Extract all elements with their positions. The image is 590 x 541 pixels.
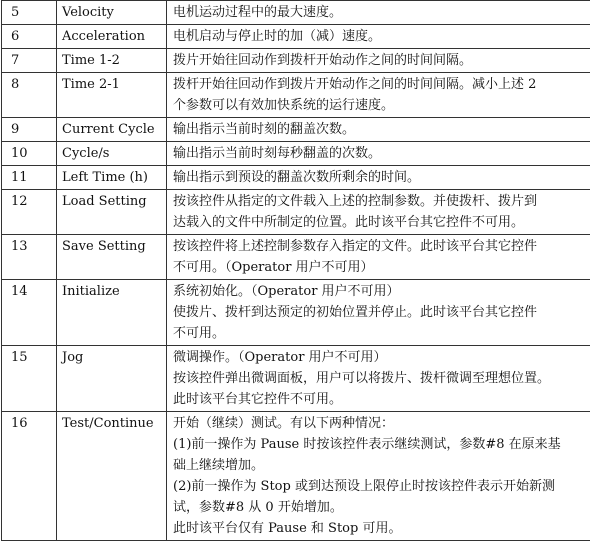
description-line: (1)前一操作为 Pause 时按该控件表示继续测试，参数#8 在原来基 — [173, 434, 586, 455]
description-line: 拨片开始往回动作到拨杆开始动作之间的时间间隔。 — [173, 50, 586, 71]
description-line: 不可用。 — [173, 323, 586, 344]
parameter-name: Cycle/s — [57, 142, 167, 166]
parameter-description — [167, 73, 590, 118]
parameter-description — [167, 235, 590, 280]
parameter-description — [167, 166, 590, 190]
description-line: 此时该平台其它控件不可用。 — [173, 389, 586, 410]
row-number: 6 — [2, 25, 57, 49]
parameter-name: Left Time (h) — [57, 166, 167, 190]
description-line: 按该控件将上述控制参数存入指定的文件。此时该平台其它控件 — [173, 236, 586, 257]
parameter-name: Time 2-1 — [57, 73, 167, 118]
table-row — [2, 235, 590, 280]
parameter-table-body — [2, 1, 590, 541]
parameter-description — [167, 118, 590, 142]
row-number: 7 — [2, 49, 57, 73]
parameter-name: Jog — [57, 346, 167, 412]
table-row — [2, 190, 590, 235]
parameter-description — [167, 142, 590, 166]
parameter-description — [167, 25, 590, 49]
parameter-description — [167, 412, 590, 541]
row-number: 14 — [2, 280, 57, 346]
description-line: (2)前一操作为 Stop 或到达预设上限停止时按该控件表示开始新测 — [173, 476, 586, 497]
parameter-name: Save Setting — [57, 235, 167, 280]
parameter-name: Time 1-2 — [57, 49, 167, 73]
description-line: 电机运动过程中的最大速度。 — [173, 2, 586, 23]
parameter-name: Acceleration — [57, 25, 167, 49]
table-row — [2, 73, 590, 118]
row-number: 10 — [2, 142, 57, 166]
table-row — [2, 25, 590, 49]
row-number: 8 — [2, 73, 57, 118]
table-row — [2, 346, 590, 412]
parameter-description — [167, 280, 590, 346]
row-number: 5 — [2, 1, 57, 25]
description-line: 础上继续增加。 — [173, 455, 586, 476]
description-line: 微调操作。（Operator 用户不可用） — [173, 347, 586, 368]
table-row — [2, 166, 590, 190]
description-line: 输出指示当前时刻每秒翻盖的次数。 — [173, 143, 586, 164]
row-number: 15 — [2, 346, 57, 412]
row-number: 12 — [2, 190, 57, 235]
row-number: 11 — [2, 166, 57, 190]
description-line: 个参数可以有效加快系统的运行速度。 — [173, 95, 586, 116]
table-row — [2, 412, 590, 541]
parameter-name: Load Setting — [57, 190, 167, 235]
row-number: 9 — [2, 118, 57, 142]
row-number: 16 — [2, 412, 57, 541]
description-line: 使拨片、拨杆到达预定的初始位置并停止。此时该平台其它控件 — [173, 302, 586, 323]
description-line: 拨杆开始往回动作到拨片开始动作之间的时间间隔。减小上述 2 — [173, 74, 586, 95]
table-row — [2, 118, 590, 142]
table-row — [2, 49, 590, 73]
description-line: 按该控件弹出微调面板，用户可以将拨片、拨杆微调至理想位置。 — [173, 368, 586, 389]
description-line: 不可用。（Operator 用户不可用） — [173, 257, 586, 278]
description-line: 系统初始化。（Operator 用户不可用） — [173, 281, 586, 302]
table-row — [2, 280, 590, 346]
description-line: 输出指示到预设的翻盖次数所剩余的时间。 — [173, 167, 586, 188]
parameter-description — [167, 1, 590, 25]
parameter-table — [1, 0, 590, 541]
parameter-name: Test/Continue — [57, 412, 167, 541]
parameter-name: Current Cycle — [57, 118, 167, 142]
table-row — [2, 1, 590, 25]
description-line: 按该控件从指定的文件载入上述的控制参数。并使拨杆、拨片到 — [173, 191, 586, 212]
description-line: 试，参数#8 从 0 开始增加。 — [173, 497, 586, 518]
description-line: 达载入的文件中所制定的位置。此时该平台其它控件不可用。 — [173, 212, 586, 233]
description-line: 输出指示当前时刻的翻盖次数。 — [173, 119, 586, 140]
parameter-description — [167, 190, 590, 235]
parameter-name: Initialize — [57, 280, 167, 346]
row-number: 13 — [2, 235, 57, 280]
table-row — [2, 142, 590, 166]
parameter-description — [167, 346, 590, 412]
description-line: 此时该平台仅有 Pause 和 Stop 可用。 — [173, 518, 586, 539]
description-line: 电机启动与停止时的加（减）速度。 — [173, 26, 586, 47]
parameter-description — [167, 49, 590, 73]
description-line: 开始（继续）测试。有以下两种情况： — [173, 413, 586, 434]
parameter-name: Velocity — [57, 1, 167, 25]
